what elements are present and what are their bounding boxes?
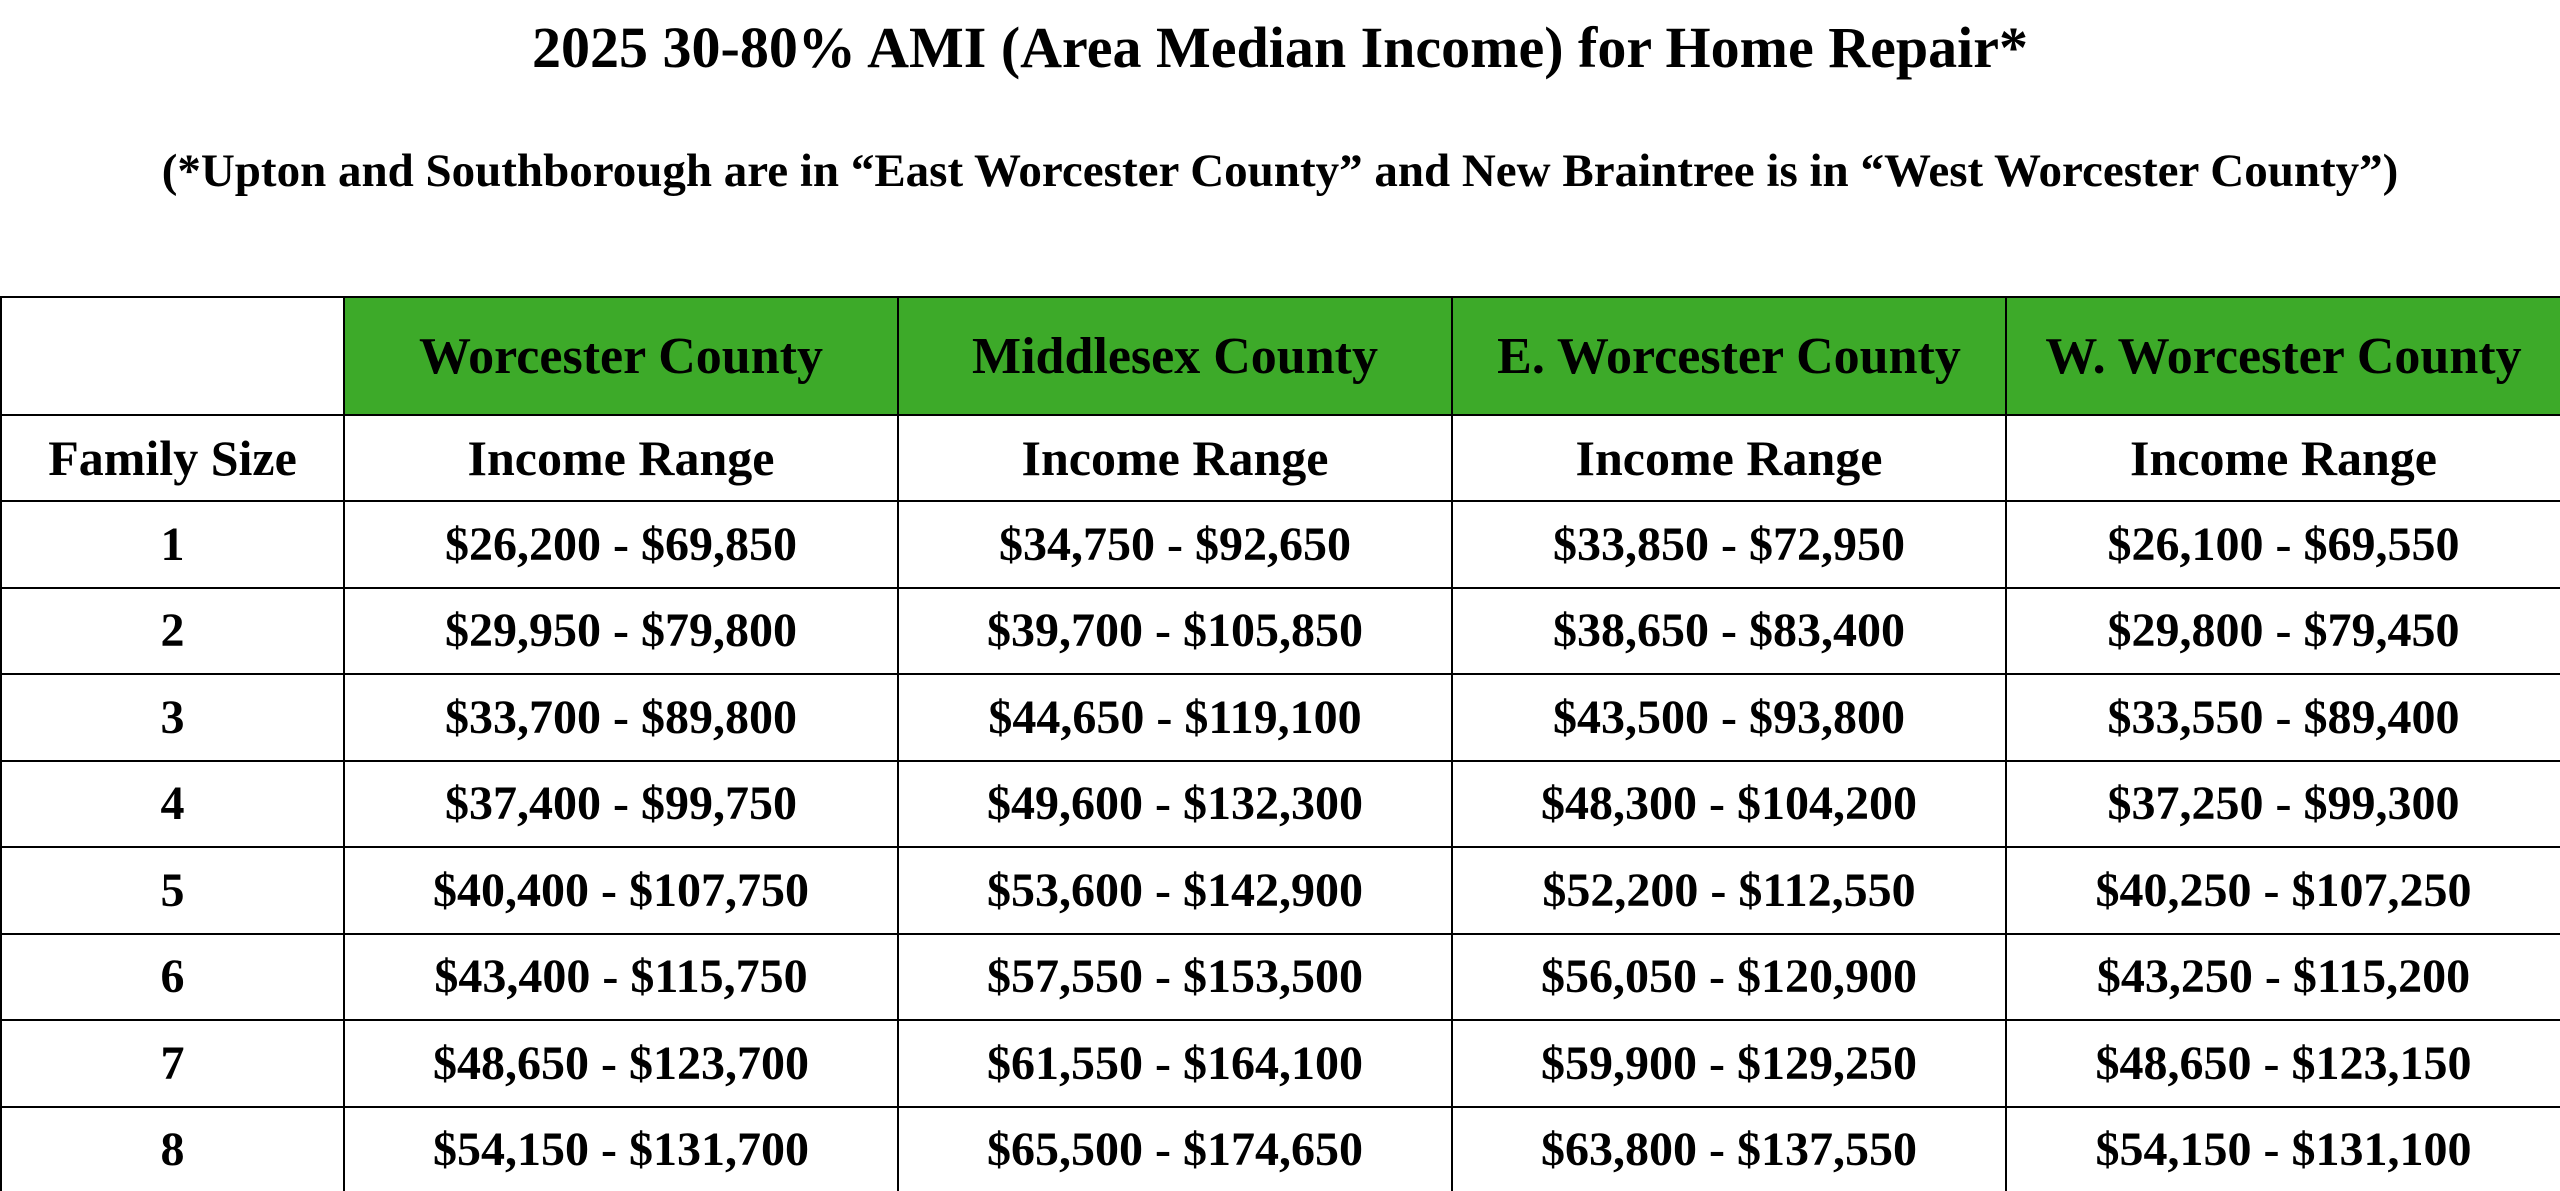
county-header-row: [1, 297, 2560, 415]
income-range-cell: $65,500 - $174,650: [898, 1107, 1452, 1191]
family-size-cell: 3: [1, 674, 344, 761]
column-subheader-row: [1, 415, 2560, 501]
table-row: [1, 847, 2560, 934]
income-range-header: Income Range: [2006, 415, 2560, 501]
family-size-cell: 5: [1, 847, 344, 934]
page-title: 2025 30-80% AMI (Area Median Income) for Home Repair*: [532, 15, 2028, 80]
family-size-header: Family Size: [1, 415, 344, 501]
income-range-cell: $43,400 - $115,750: [344, 934, 898, 1021]
county-header-middlesex: Middlesex County: [898, 297, 1452, 415]
income-range-cell: $48,650 - $123,150: [2006, 1020, 2560, 1107]
income-range-cell: $59,900 - $129,250: [1452, 1020, 2006, 1107]
table-row: [1, 1020, 2560, 1107]
family-size-cell: 1: [1, 501, 344, 588]
income-range-cell: $33,850 - $72,950: [1452, 501, 2006, 588]
income-range-cell: $56,050 - $120,900: [1452, 934, 2006, 1021]
county-header-east-worcester: E. Worcester County: [1452, 297, 2006, 415]
table-row: [1, 674, 2560, 761]
page-subtitle: (*Upton and Southborough are in “East Worcester County” and New Braintree is in “West Worcester County”): [161, 145, 2399, 197]
county-header-west-worcester: W. Worcester County: [2006, 297, 2560, 415]
income-range-cell: $40,400 - $107,750: [344, 847, 898, 934]
table-row: [1, 501, 2560, 588]
income-range-cell: $33,550 - $89,400: [2006, 674, 2560, 761]
income-range-header: Income Range: [1452, 415, 2006, 501]
income-range-cell: $38,650 - $83,400: [1452, 588, 2006, 675]
family-size-cell: 4: [1, 761, 344, 848]
income-range-cell: $43,250 - $115,200: [2006, 934, 2560, 1021]
family-size-cell: 7: [1, 1020, 344, 1107]
income-range-cell: $52,200 - $112,550: [1452, 847, 2006, 934]
income-range-cell: $26,100 - $69,550: [2006, 501, 2560, 588]
table-body: [1, 501, 2560, 1191]
income-range-cell: $34,750 - $92,650: [898, 501, 1452, 588]
income-range-header: Income Range: [898, 415, 1452, 501]
income-range-cell: $40,250 - $107,250: [2006, 847, 2560, 934]
income-range-cell: $29,950 - $79,800: [344, 588, 898, 675]
income-range-cell: $33,700 - $89,800: [344, 674, 898, 761]
table-row: [1, 588, 2560, 675]
income-range-cell: $26,200 - $69,850: [344, 501, 898, 588]
ami-income-table: [0, 296, 2560, 1191]
income-range-cell: $53,600 - $142,900: [898, 847, 1452, 934]
income-range-cell: $48,300 - $104,200: [1452, 761, 2006, 848]
income-range-cell: $39,700 - $105,850: [898, 588, 1452, 675]
family-size-cell: 8: [1, 1107, 344, 1191]
family-size-cell: 6: [1, 934, 344, 1021]
income-range-cell: $43,500 - $93,800: [1452, 674, 2006, 761]
income-range-cell: $48,650 - $123,700: [344, 1020, 898, 1107]
income-range-cell: $37,250 - $99,300: [2006, 761, 2560, 848]
income-range-cell: $37,400 - $99,750: [344, 761, 898, 848]
income-range-cell: $49,600 - $132,300: [898, 761, 1452, 848]
income-range-cell: $54,150 - $131,700: [344, 1107, 898, 1191]
table-row: [1, 934, 2560, 1021]
income-range-cell: $61,550 - $164,100: [898, 1020, 1452, 1107]
income-range-cell: $54,150 - $131,100: [2006, 1107, 2560, 1191]
income-range-cell: $44,650 - $119,100: [898, 674, 1452, 761]
table-row: [1, 761, 2560, 848]
income-range-header: Income Range: [344, 415, 898, 501]
income-range-cell: $29,800 - $79,450: [2006, 588, 2560, 675]
family-size-cell: 2: [1, 588, 344, 675]
table-row: [1, 1107, 2560, 1191]
county-header-worcester: Worcester County: [344, 297, 898, 415]
income-range-cell: $57,550 - $153,500: [898, 934, 1452, 1021]
corner-cell: [1, 297, 344, 415]
income-range-cell: $63,800 - $137,550: [1452, 1107, 2006, 1191]
